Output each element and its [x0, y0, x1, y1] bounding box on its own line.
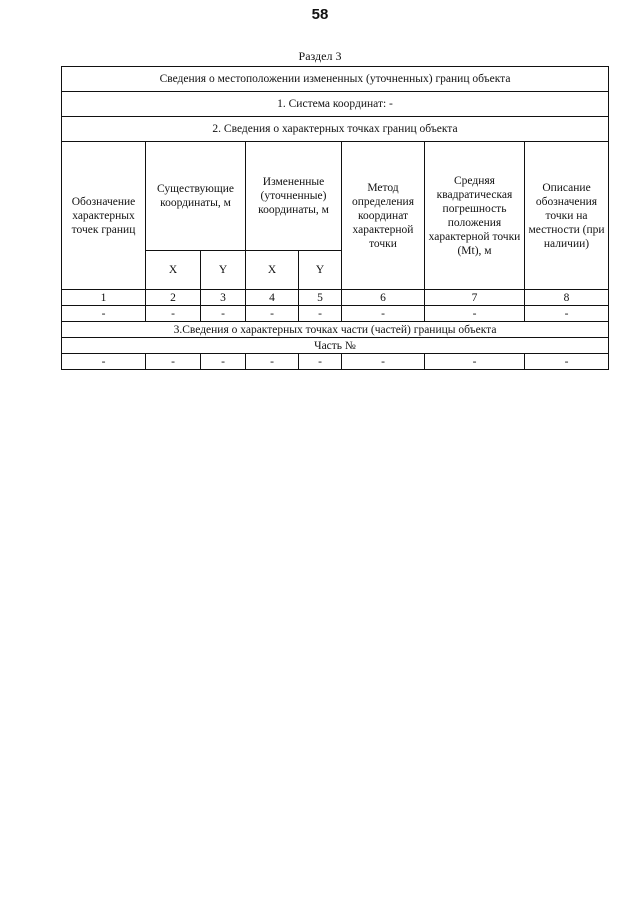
column-number-row [62, 290, 609, 306]
column-number: 6 [342, 290, 425, 306]
table-cell: - [62, 354, 146, 370]
table-cell: - [146, 306, 201, 322]
table-cell: - [201, 306, 246, 322]
table-row [62, 306, 609, 322]
table-cell: - [201, 354, 246, 370]
boundary-table [61, 66, 609, 370]
table-cell: - [342, 354, 425, 370]
table-cell: - [299, 306, 342, 322]
table-cell: - [246, 306, 299, 322]
part-heading: 3.Сведения о характерных точках части (частей) границы объекта [62, 322, 609, 338]
table-cell: - [246, 354, 299, 370]
header-accuracy: Средняя квадратическая погрешность положения характерной точки (Mt), м [425, 142, 525, 290]
table-cell: - [299, 354, 342, 370]
column-number: 8 [525, 290, 609, 306]
column-number: 5 [299, 290, 342, 306]
table-cell: - [62, 306, 146, 322]
part-label: Часть № [62, 338, 609, 354]
points-heading: 2. Сведения о характерных точках границ объекта [62, 117, 609, 142]
column-number: 3 [201, 290, 246, 306]
table-title: Сведения о местоположении измененных (уточненных) границ объекта [62, 67, 609, 92]
header-description: Описание обозначения точки на местности (при наличии) [525, 142, 609, 290]
coordinate-system: 1. Система координат: - [62, 92, 609, 117]
header-changed-coordinates: Измененные (уточненные) координаты, м [246, 142, 342, 251]
header-changed-x: X [246, 251, 299, 290]
table-cell: - [342, 306, 425, 322]
header-changed-y: Y [299, 251, 342, 290]
column-number: 2 [146, 290, 201, 306]
table-cell: - [525, 354, 609, 370]
column-number: 7 [425, 290, 525, 306]
header-designation: Обозначение характерных точек границ [62, 142, 146, 290]
column-number: 1 [62, 290, 146, 306]
column-number: 4 [246, 290, 299, 306]
header-existing-x: X [146, 251, 201, 290]
header-method: Метод определения координат характерной точки [342, 142, 425, 290]
table-cell: - [525, 306, 609, 322]
section-label: Раздел 3 [298, 49, 342, 63]
header-existing-coordinates: Существующие координаты, м [146, 142, 246, 251]
table-cell: - [425, 354, 525, 370]
header-existing-y: Y [201, 251, 246, 290]
table-cell: - [425, 306, 525, 322]
page-number: 58 [311, 6, 329, 23]
table-row [62, 354, 609, 370]
table-cell: - [146, 354, 201, 370]
